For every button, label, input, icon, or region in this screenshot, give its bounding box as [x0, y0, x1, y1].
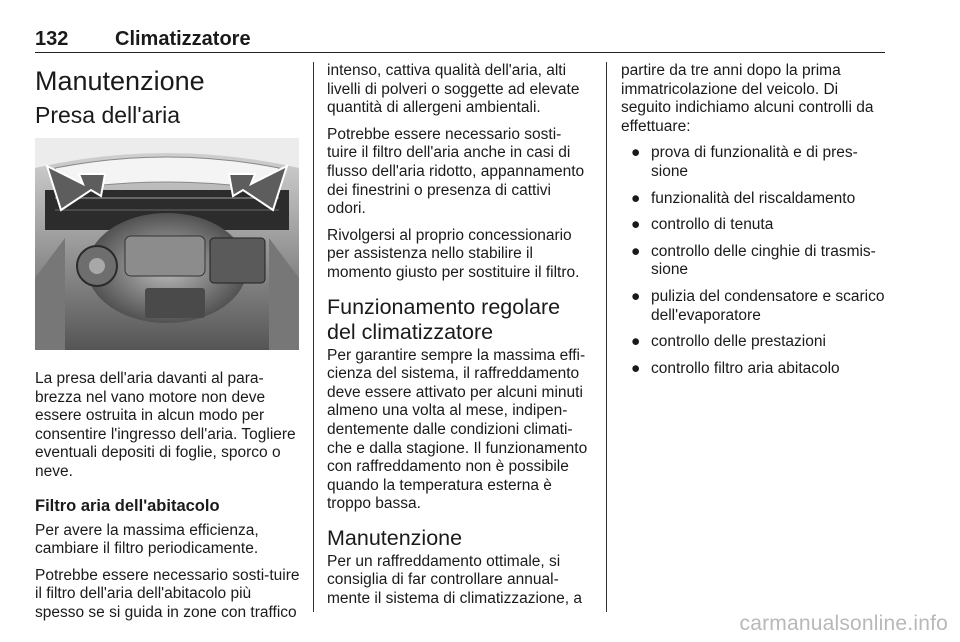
paragraph: Potrebbe essere necessario sosti-tuire il filtro dell'aria dell'abitacolo più spesso se si guida in zone con traffico [35, 566, 300, 621]
list-item: ● prova di funzionalità e di pres-sione [631, 144, 858, 180]
column-3 [621, 62, 891, 386]
paragraph: intenso, cattiva qualità dell'aria, alti livelli di polveri o soggette ad elevate quantità di allergeni ambientali. [327, 62, 580, 117]
column-divider-1 [313, 62, 314, 612]
page-number: 132 [35, 28, 69, 50]
paragraph: Rivolgersi al proprio concessionario per assistenza nello stabilire il momento giusto per sostituire il filtro. [327, 226, 580, 281]
column-divider-2 [606, 62, 607, 612]
paragraph: Potrebbe essere necessario sosti-tuire il filtro dell'aria anche in casi di flusso dell'aria ridotto, appannamento dei finestrini o presenza di cattivi odori. [327, 125, 585, 218]
list-item: ● controllo delle cinghie di trasmis-sione [631, 242, 876, 279]
section-heading: Manutenzione [35, 66, 205, 96]
subsection-heading: Filtro aria dell'abitacolo [35, 496, 220, 515]
subsection-heading: Funzionamento regolare del climatizzatore [327, 294, 561, 344]
section-title: Climatizzatore [115, 28, 251, 50]
page-header [35, 26, 885, 53]
list-item: ● pulizia del condensatore e scarico dell'evaporatore [631, 287, 885, 324]
list-item: ● controllo di tenuta [631, 216, 774, 234]
engine-bay-photo [35, 138, 299, 350]
bullet-icon: ● [631, 144, 641, 162]
checks-list [621, 144, 891, 378]
bullet-icon: ● [631, 287, 641, 305]
bullet-icon: ● [631, 359, 641, 377]
bullet-icon: ● [631, 242, 641, 260]
list-item: ● controllo filtro aria abitacolo [631, 359, 840, 377]
subsection-heading: Presa dell'aria [35, 102, 181, 128]
paragraph: La presa dell'aria davanti al para-brezza nel vano motore non deve essere ostruita in alcun modo per consentire l'ingresso dell'aria. Togliere eventuali depositi di foglie, sporco o neve. [35, 370, 296, 480]
bullet-icon: ● [631, 189, 641, 207]
bullet-icon: ● [631, 333, 641, 351]
column-1 [35, 62, 301, 631]
bullet-icon: ● [631, 216, 641, 234]
watermark: carmanualsonline.info [739, 612, 948, 635]
column-2 [327, 62, 591, 617]
paragraph: Per un raffreddamento ottimale, si consiglia di far controllare annual-mente il sistema di climatizzazione, a [327, 552, 582, 608]
paragraph: Per garantire sempre la massima effi-cienza del sistema, il raffreddamento deve essere attivato per alcuni minuti almeno una volta al mese, indipen-dentemente dalle condizioni climati-che e dalla stagione. Il funzionamento con raffreddamento non è possibile quando la temperatura esterna è troppo bassa. [327, 346, 588, 513]
subsection-heading: Manutenzione [327, 525, 463, 550]
paragraph: partire da tre anni dopo la prima immatricolazione del veicolo. Di seguito indichiamo alcuni controlli da effettuare: [621, 62, 874, 135]
list-item: ● controllo delle prestazioni [631, 333, 826, 351]
list-item: ● funzionalità del riscaldamento [631, 189, 856, 207]
paragraph: Per avere la massima efficienza, cambiare il filtro periodicamente. [35, 521, 259, 558]
